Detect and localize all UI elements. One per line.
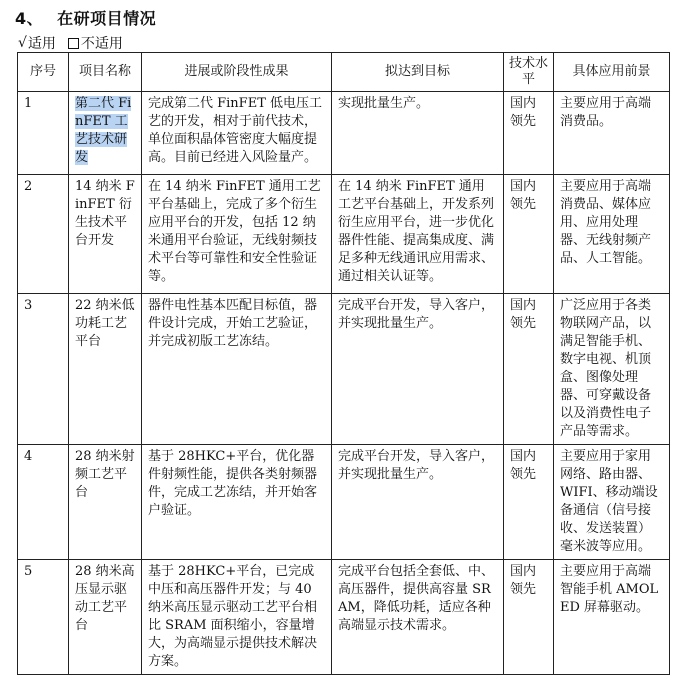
- application-cell: 主要应用于高端智能手机 AMOLED 屏幕驱动。: [554, 560, 670, 675]
- table-row: [18, 445, 670, 560]
- table-row: [18, 294, 670, 445]
- tech-level-cell: 国内领先: [504, 294, 554, 445]
- row-index: 1: [18, 92, 69, 175]
- application-cell: 广泛应用于各类物联网产品，以满足智能手机、数字电视、机顶盒、图像处理器、可穿戴设备以及消费性电子产品等需求。: [554, 294, 670, 445]
- project-name-cell: 22 纳米低功耗工艺平台: [69, 294, 142, 445]
- project-name-cell: [69, 92, 142, 175]
- project-name-cell: 28 纳米射频工艺平台: [69, 445, 142, 560]
- progress-cell: 器件电性基本匹配目标值，器件设计完成，开始工艺验证，并完成初版工艺冻结。: [142, 294, 332, 445]
- tech-level-cell: 国内领先: [504, 175, 554, 294]
- table-header-row: [18, 53, 670, 92]
- not-applicable-label: 不适用: [80, 36, 123, 52]
- table-row: [18, 560, 670, 675]
- row-index: 5: [18, 560, 69, 675]
- row-index: 3: [18, 294, 69, 445]
- application-cell: 主要应用于高端消费品、媒体应用、应用处理器、无线射频产品、人工智能。: [554, 175, 670, 294]
- target-cell: 完成平台开发，导入客户，并实现批量生产。: [332, 294, 504, 445]
- target-cell: 完成平台开发，导入客户，并实现批量生产。: [332, 445, 504, 560]
- application-cell: 主要应用于家用网络、路由器、WIFI、移动端设备通信（信号接收、发送装置）毫米波等应用。: [554, 445, 670, 560]
- column-header: 具体应用前景: [554, 53, 670, 92]
- target-cell: 在 14 纳米 FinFET 通用工艺平台基础上，开发系列衍生应用平台，进一步优化器件性能、提高集成度、满足多种无线通讯应用需求、通过相关认证等。: [332, 175, 504, 294]
- projects-table: [17, 52, 670, 675]
- applicability-options: [18, 33, 123, 53]
- table-row: [18, 175, 670, 294]
- column-header: 项目名称: [69, 53, 142, 92]
- progress-cell: 完成第二代 FinFET 低电压工艺的开发，相对于前代技术，单位面积晶体管密度大幅度提高。目前已经进入风险量产。: [142, 92, 332, 175]
- row-index: 2: [18, 175, 69, 294]
- progress-cell: 基于 28HKC+平台，优化器件射频性能，提供各类射频器件，完成工艺冻结，并开始客户验证。: [142, 445, 332, 560]
- progress-cell: 基于 28HKC+平台，已完成中压和高压器件开发；与 40 纳米高压显示驱动工艺平台相比 SRAM 面积缩小，容量增大，为高端显示提供技术解决方案。: [142, 560, 332, 675]
- target-cell: 完成平台包括全套低、中、高压器件，提供高容量 SRAM，降低功耗，适应各种高端显示技术需求。: [332, 560, 504, 675]
- tech-level-cell: 国内领先: [504, 445, 554, 560]
- highlighted-project-name: 第二代 FinFET 工艺技术研发: [75, 96, 132, 165]
- unchecked-box-icon: [68, 38, 79, 49]
- column-header: 进展或阶段性成果: [142, 53, 332, 92]
- checkmark-icon: √: [18, 35, 27, 51]
- section-heading: [15, 6, 156, 29]
- tech-level-cell: 国内领先: [504, 92, 554, 175]
- section-title: 在研项目情况: [57, 9, 157, 28]
- column-header: 序号: [18, 53, 69, 92]
- column-header: 技术水平: [504, 53, 554, 92]
- project-name-cell: 28 纳米高压显示驱动工艺平台: [69, 560, 142, 675]
- column-header: 拟达到目标: [332, 53, 504, 92]
- row-index: 4: [18, 445, 69, 560]
- table-row: [18, 92, 670, 175]
- application-cell: 主要应用于高端消费品。: [554, 92, 670, 175]
- section-number: 4、: [15, 9, 44, 28]
- tech-level-cell: 国内领先: [504, 560, 554, 675]
- applicable-label: 适用: [27, 36, 56, 52]
- project-name-cell: 14 纳米 FinFET 衍生技术平台开发: [69, 175, 142, 294]
- progress-cell: 在 14 纳米 FinFET 通用工艺平台基础上，完成了多个衍生应用平台的开发，包括 12 纳米通用平台验证，无线射频技术平台等可靠性和安全性验证等。: [142, 175, 332, 294]
- target-cell: 实现批量生产。: [332, 92, 504, 175]
